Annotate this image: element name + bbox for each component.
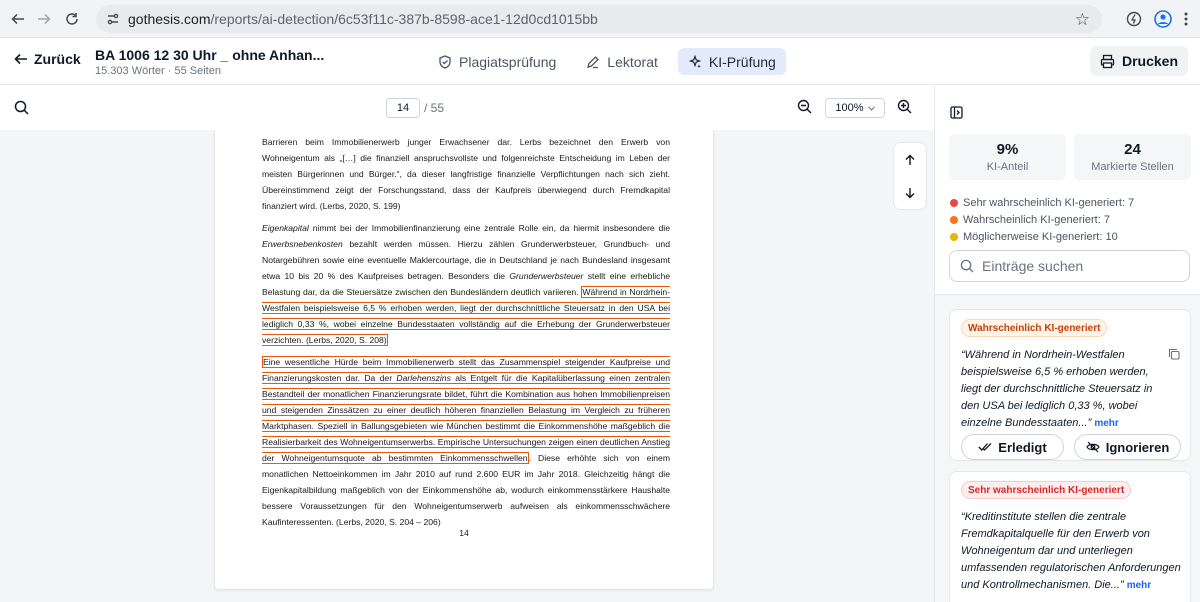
extension-icon[interactable] [1126,11,1142,27]
likelihood-badge: Wahrscheinlich KI-generiert [961,319,1107,337]
yellow-dot-icon [950,233,958,241]
profile-icon[interactable] [1154,10,1172,28]
marked-passages-stat [1074,134,1191,180]
red-dot-icon [950,199,958,207]
back-label: Zurück [34,51,81,67]
eye-off-icon [1086,441,1100,453]
entries-search-input[interactable] [949,250,1190,282]
stat-value: 24 [1124,141,1141,158]
site-settings-icon[interactable] [106,12,120,26]
menu-kebab-icon[interactable] [1184,11,1188,27]
page-number-input[interactable]: 14 [386,98,420,118]
tab-ai-check-label: KI-Prüfung [708,53,776,70]
stat-label: KI-Anteil [986,161,1029,173]
flagged-passage-card[interactable] [949,471,1191,602]
emphasis: Erwerbsnebenkosten [262,239,343,249]
zoom-select[interactable] [825,98,885,118]
tab-plagiarism-label: Plagiatsprüfung [459,53,557,70]
ignore-label: Ignorieren [1105,439,1170,455]
check-tabs [428,48,786,75]
card-actions [961,434,1181,460]
panel-collapse-icon[interactable] [950,106,963,119]
text-run: Eine wesentliche Hürde beim Immobilienerwerb stellt das Zusammenspiel steigender Kaufpreise und Finanzierungskosten dar. Da der [262,357,670,383]
ignore-button[interactable] [1074,434,1181,460]
search-icon [960,259,974,273]
arrow-left-icon [14,52,28,66]
paragraph [262,220,670,348]
panel-summary [935,86,1200,294]
shield-check-icon [438,55,452,69]
emphasis: Grunderwerbsteuer [509,271,584,281]
legend-item [950,228,1134,245]
legend-label: Möglicherweise KI-generiert: 10 [963,230,1118,243]
flagged-passage-card[interactable] [949,309,1191,461]
more-link[interactable]: mehr [1126,580,1152,591]
stat-value: 9% [996,141,1019,158]
app-header [0,38,1200,85]
document-page [214,130,714,590]
tab-plagiarism[interactable] [428,48,566,75]
text-run: stellt eine erhebliche Belastung dar, da die Steuersätze zwischen den Bundesländern deutlich variieren. [262,271,671,297]
arrow-up-icon[interactable] [904,154,916,166]
done-button[interactable] [961,434,1064,460]
stat-label: Markierte Stellen [1091,161,1174,173]
back-button[interactable] [14,51,81,67]
reload-icon[interactable] [58,5,86,33]
legend-label: Sehr wahrscheinlich KI-generiert: 7 [963,196,1135,209]
legend-item [950,211,1134,228]
page-footer-number: 14 [459,528,469,538]
zoom-out-icon[interactable] [797,99,812,114]
document-meta: 15.303 Wörter · 55 Seiten [95,65,221,77]
chevron-down-icon [868,106,875,111]
browser-toolbar [0,0,1200,38]
sparkle-icon [688,55,702,69]
quote-text: “Kreditinstitute stellen die zentrale Fremdkapitalquelle für den Erwerb von Wohneigentum dar und unterliegen umfassenden regulatorischen Anforderungen und Kontrollmechanismen. Die...” [961,511,1181,591]
url-path: /reports/ai-detection/6c53f11c-387b-8598-ace1-12d0cd1015bb [210,11,598,27]
done-label: Erledigt [998,439,1047,455]
zoom-in-icon[interactable] [897,99,912,114]
extension-icons [1126,0,1200,38]
back-arrow-icon[interactable] [4,5,32,33]
text-run: . Diese erhöhte sich von einem monatlichen Nettoeinkommen im Jahr 2010 auf rund 2.600 EUR im Jahr 2018. Gleichzeitig hängt die Eigenkapitalbildung maßgeblich von der Einkommenshöhe ab, wodurch einkommensstärkere Haushalte bessere Voraussetzungen für den Wohneigentumserwerb aufweisen als einkommensschwächere Kaufinteressenten. (Lerbs, 2020, S. 204 – 206) [262,453,670,527]
legend-label: Wahrscheinlich KI-generiert: 7 [963,213,1110,226]
passage-quote [961,509,1183,594]
highlight-navigation [893,142,927,210]
flagged-passages-list[interactable] [935,294,1200,602]
text-run: als Entgelt für die Kapitalüberlassung einen zentralen Bestandteil der monatlichen Finanzierungsrate bildet, führt die Kombination aus hohen Immobilienpreisen und steigenden Zinssätzen zu einer deutlich höheren finanziellen Belastung im Vergleich zu früheren Marktphasen. Speziell in Ballungsgebieten wie München bestimmt die Einkommenshöhe maßgeblich die Realisierbarkeit des Wohneigentumserwerbs. Empirische Untersuchungen zeigen einen deutlichen Anstieg der Wohneigentumsquote ab bestimmten Einkommensschwellen [262,373,670,463]
legend-item [950,194,1134,211]
text-run: bezahlt werden müssen. Hierzu zählen Grunderwerbsteuer, Grundbuch- und Notargebühren sowie eine eventuelle Maklercourtage, die in Deutschland je nach Bundesland insgesamt etwa 10 bis 20 % des Kaufpreises betragen. Besonders die [262,239,670,281]
address-bar[interactable] [96,5,1102,33]
copy-icon[interactable] [1168,348,1180,360]
viewer-toolbar [0,86,934,130]
emphasis: Eigenkapital [262,223,309,233]
forward-arrow-icon[interactable] [30,5,58,33]
likelihood-badge: Sehr wahrscheinlich KI-generiert [961,481,1131,499]
ai-report-panel [934,86,1200,602]
page-text [262,134,670,536]
bookmark-star-icon[interactable]: ☆ [1074,10,1090,29]
print-button[interactable] [1090,46,1188,76]
tab-ai-check[interactable] [678,48,786,75]
ai-highlight-likely[interactable]: Während in Nordrhein-Westfalen beispielsweise 6,5 % erhoben werden, liegt der durchschnittliche Steuersatz in den USA bei lediglich 0,33 %, wobei einzelne Bundesstaaten vollständig auf die Erhebung der Grunderwerbsteuer verzichten. (Lerbs, 2020, S. 208) [262,287,670,345]
passage-quote [961,347,1167,432]
printer-icon [1100,54,1115,69]
zoom-value: 100% [835,102,864,114]
quote-text: “Während in Nordrhein-Westfalen beispielsweise 6,5 % erhoben werden, liegt der durchschnittliche Steuersatz in den USA bei lediglich 0,33 %, wobei einzelne Bundesstaaten...” [961,349,1153,429]
document-viewer[interactable] [0,130,934,602]
emphasis: Darlehenszins [396,373,451,383]
ai-share-stat [949,134,1066,180]
double-check-icon [978,442,992,452]
more-link[interactable]: mehr [1094,418,1119,429]
print-label: Drucken [1121,53,1178,69]
search-icon[interactable] [14,100,29,115]
tab-proofreading[interactable] [576,48,668,75]
url-domain: gothesis.com [128,11,211,27]
ai-highlight-likely[interactable] [262,356,670,464]
url-text [128,11,598,27]
search-placeholder: Einträge suchen [982,258,1084,274]
paragraph [262,354,670,530]
document-title: BA 1006 12 30 Uhr _ ohne Anhan... [95,47,325,63]
tab-proofreading-label: Lektorat [607,53,658,70]
orange-dot-icon [950,216,958,224]
paragraph: Barrieren beim Immobilienerwerb junger Erwachsener dar. Lerbs bezeichnet den Erwerb von Wohneigentum als „[…] die finanziell anspruchsvollste und folgenreichste Entscheidung im Leben der meisten Bürgerinnen und Bürger.“, da dieser langfristige finanzielle Verpflichtungen nach sich zieht. Übereinstimmend zeigt der Forschungsstand, dass der Kaufpreis überwiegend durch Fremdkapital finanziert wird. (Lerbs, 2020, S. 199) [262,137,670,211]
arrow-down-icon[interactable] [904,187,916,199]
pen-icon [586,55,600,69]
likelihood-legend [950,194,1134,245]
page-total: / 55 [424,101,445,115]
text-run: nimmt bei der Immobilienfinanzierung eine zentrale Rolle ein, da hiermit insbesondere die [308,223,670,233]
